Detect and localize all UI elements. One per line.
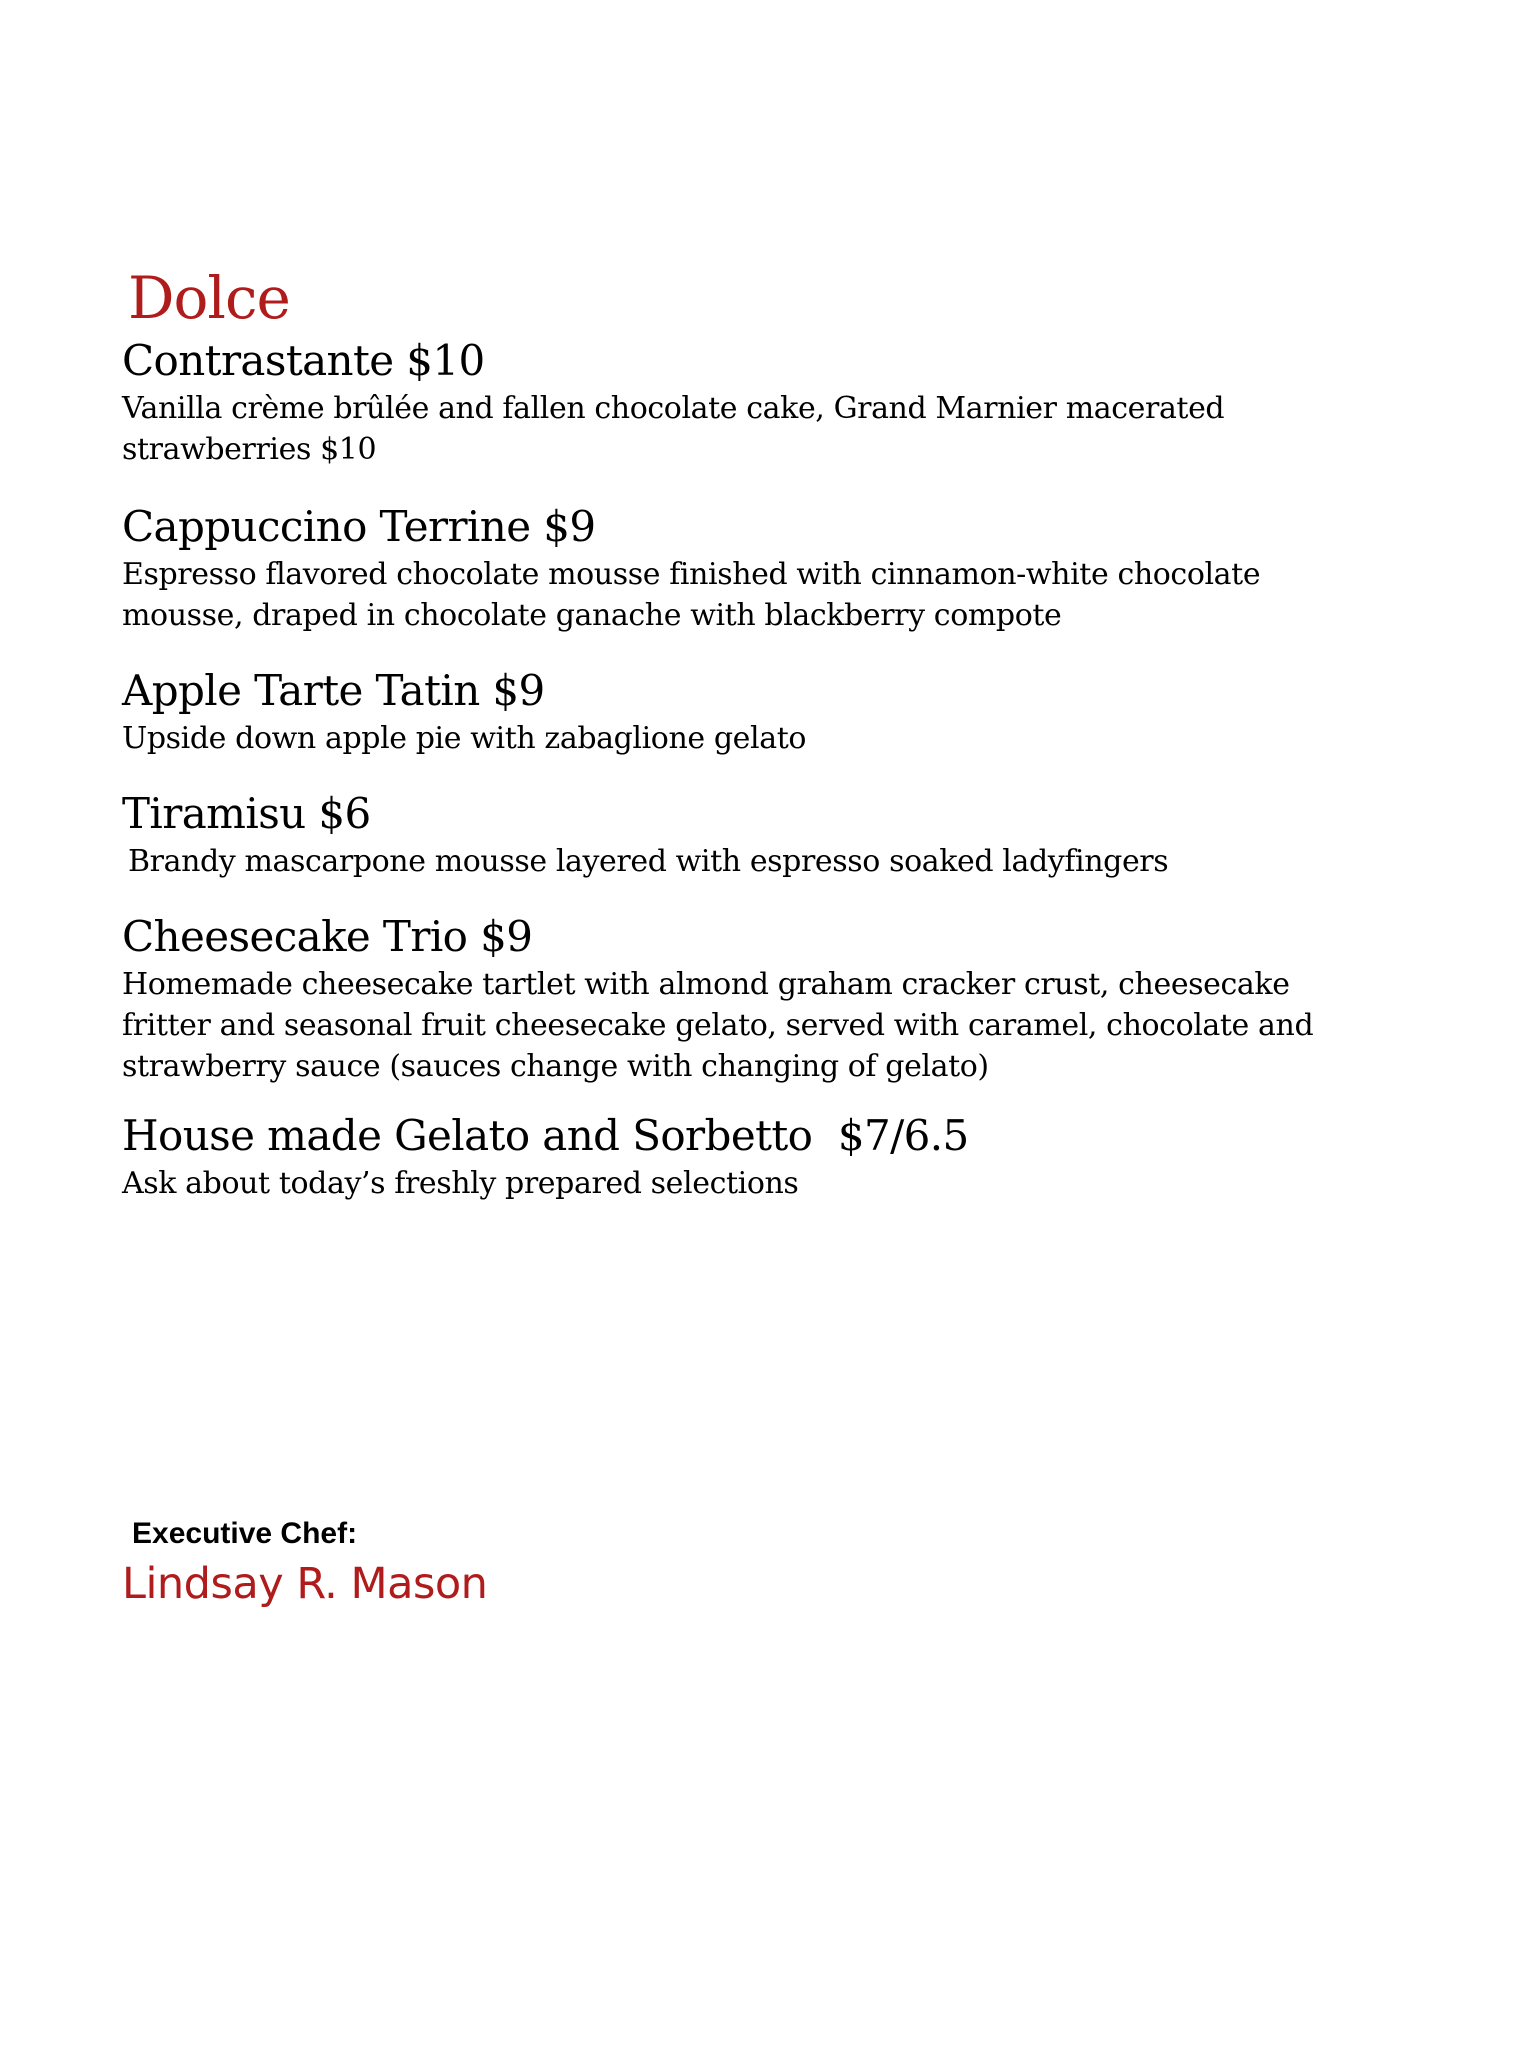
menu-item-title: Apple Tarte Tatin $9 (122, 666, 545, 715)
menu-item-title: Tiramisu $6 (122, 789, 371, 838)
menu-item-title: Cheesecake Trio $9 (122, 912, 533, 961)
menu-item-description: Ask about today’s freshly prepared selections (122, 1166, 799, 1201)
menu-item (122, 1109, 1422, 1204)
chef-name: Lindsay R. Mason (122, 1559, 488, 1609)
menu-item-description: Upside down apple pie with zabaglione gelato (122, 721, 807, 756)
menu-item-description: Brandy mascarpone mousse layered with espresso soaked ladyfingers (128, 844, 1169, 879)
menu-section-title: Dolce (128, 264, 290, 332)
menu-item-description: Homemade cheesecake tartlet with almond graham cracker crust, cheesecake fritter and seasonal fruit cheesecake gelato, served with caramel, chocolate and strawberry sauce (sauces change with changing of gelato) (122, 967, 1314, 1084)
menu-item (122, 787, 1422, 882)
menu-item (122, 910, 1422, 1087)
dessert-menu (122, 262, 1422, 1204)
menu-item-description: Espresso flavored chocolate mousse finished with cinnamon-white chocolate mousse, draped in chocolate ganache with blackberry compote (122, 557, 1261, 633)
menu-item-description: Vanilla crème brûlée and fallen chocolate cake, Grand Marnier macerated strawberries $10 (122, 391, 1225, 467)
chef-label: Executive Chef: (132, 1517, 358, 1550)
menu-item (122, 664, 1422, 759)
menu-item-title: House made Gelato and Sorbetto $7/6.5 (122, 1111, 969, 1160)
menu-item-title: Contrastante $10 (122, 336, 485, 385)
menu-item-title: Cappuccino Terrine $9 (122, 502, 596, 551)
chef-credit (122, 1516, 487, 1612)
menu-item (122, 334, 1422, 470)
menu-item (122, 500, 1422, 636)
